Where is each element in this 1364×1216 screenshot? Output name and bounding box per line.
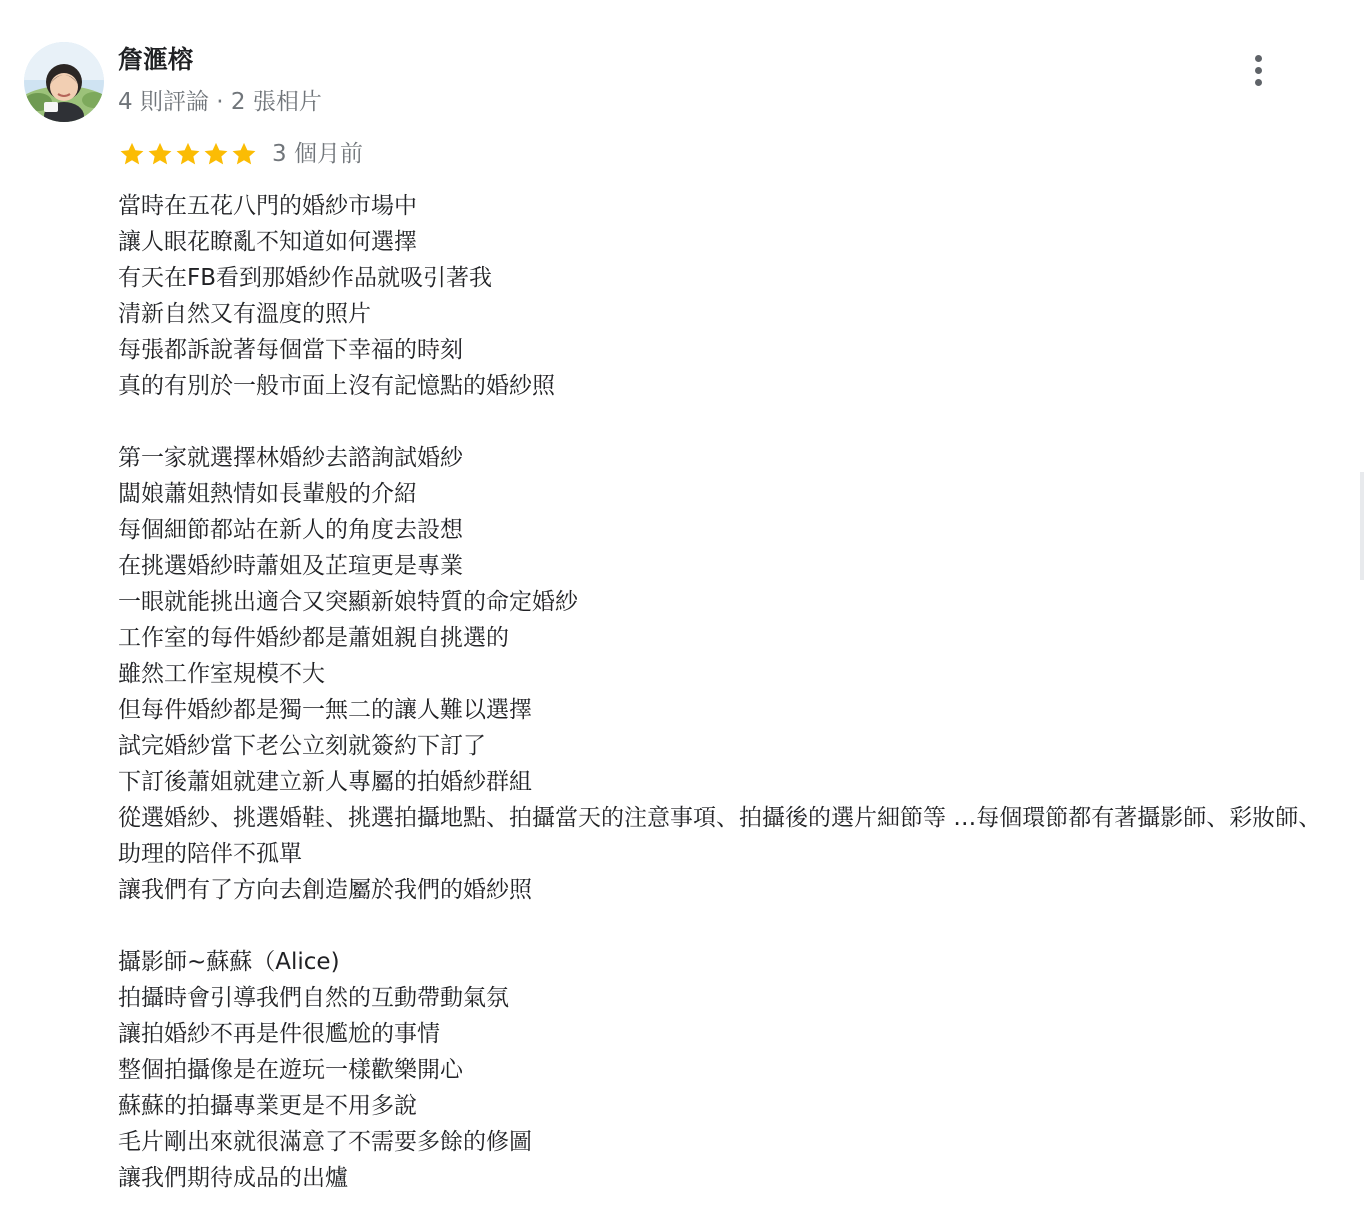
author-avatar[interactable] bbox=[24, 42, 104, 122]
more-options-button[interactable] bbox=[1238, 48, 1278, 92]
author-name[interactable]: 詹滙榕 bbox=[118, 45, 194, 74]
star-icon bbox=[118, 140, 146, 168]
star-icon bbox=[146, 140, 174, 168]
star-icon bbox=[174, 140, 202, 168]
star-rating bbox=[118, 140, 258, 168]
more-vert-icon bbox=[1255, 55, 1262, 62]
star-icon bbox=[202, 140, 230, 168]
star-icon bbox=[230, 140, 258, 168]
scrollbar[interactable] bbox=[1360, 472, 1364, 580]
rating-row bbox=[118, 136, 363, 172]
avatar-photo bbox=[24, 42, 104, 122]
review-text: 當時在五花八門的婚紗市場中 讓人眼花瞭亂不知道如何選擇 有天在FB看到那婚紗作品就吸引著我 清新自然又有溫度的照片 每張都訴說著每個當下幸福的時刻 真的有別於一般市面上沒有記憶點的婚紗照 第一家就選擇林婚紗去諮詢試婚紗 闆娘蕭姐熱情如長輩般的介紹 每個細節都站在新人的角度去設想 在挑選婚紗時蕭姐及芷瑄更是專業 一眼就能挑出適合又突顯新娘特質的命定婚紗 工作室的每件婚紗都是蕭姐親自挑選的 雖然工作室規模不大 但每件婚紗都是獨一無二的讓人難以選擇 試完婚紗當下老公立刻就簽約下訂了 下訂後蕭姐就建立新人專屬的拍婚紗群組 從選婚紗、挑選婚鞋、挑選拍攝地點、拍攝當天的注意事項、拍攝後的選片細節等 …每個環節都有著攝影師、彩妝師、助理的陪伴不孤單 讓我們有了方向去創造屬於我們的婚紗照 攝影師~蘇蘇（Alice) 拍攝時會引導我們自然的互動帶動氣氛 讓拍婚紗不再是件很尷尬的事情 整個拍攝像是在遊玩一樣歡樂開心 蘇蘇的拍攝專業更是不用多說 毛片剛出來就很滿意了不需要多餘的修圖 讓我們期待成品的出爐 bbox=[118, 193, 1322, 1191]
author-meta[interactable]: 4 則評論 · 2 張相片 bbox=[118, 89, 322, 115]
review-time: 3 個月前 bbox=[272, 141, 363, 167]
